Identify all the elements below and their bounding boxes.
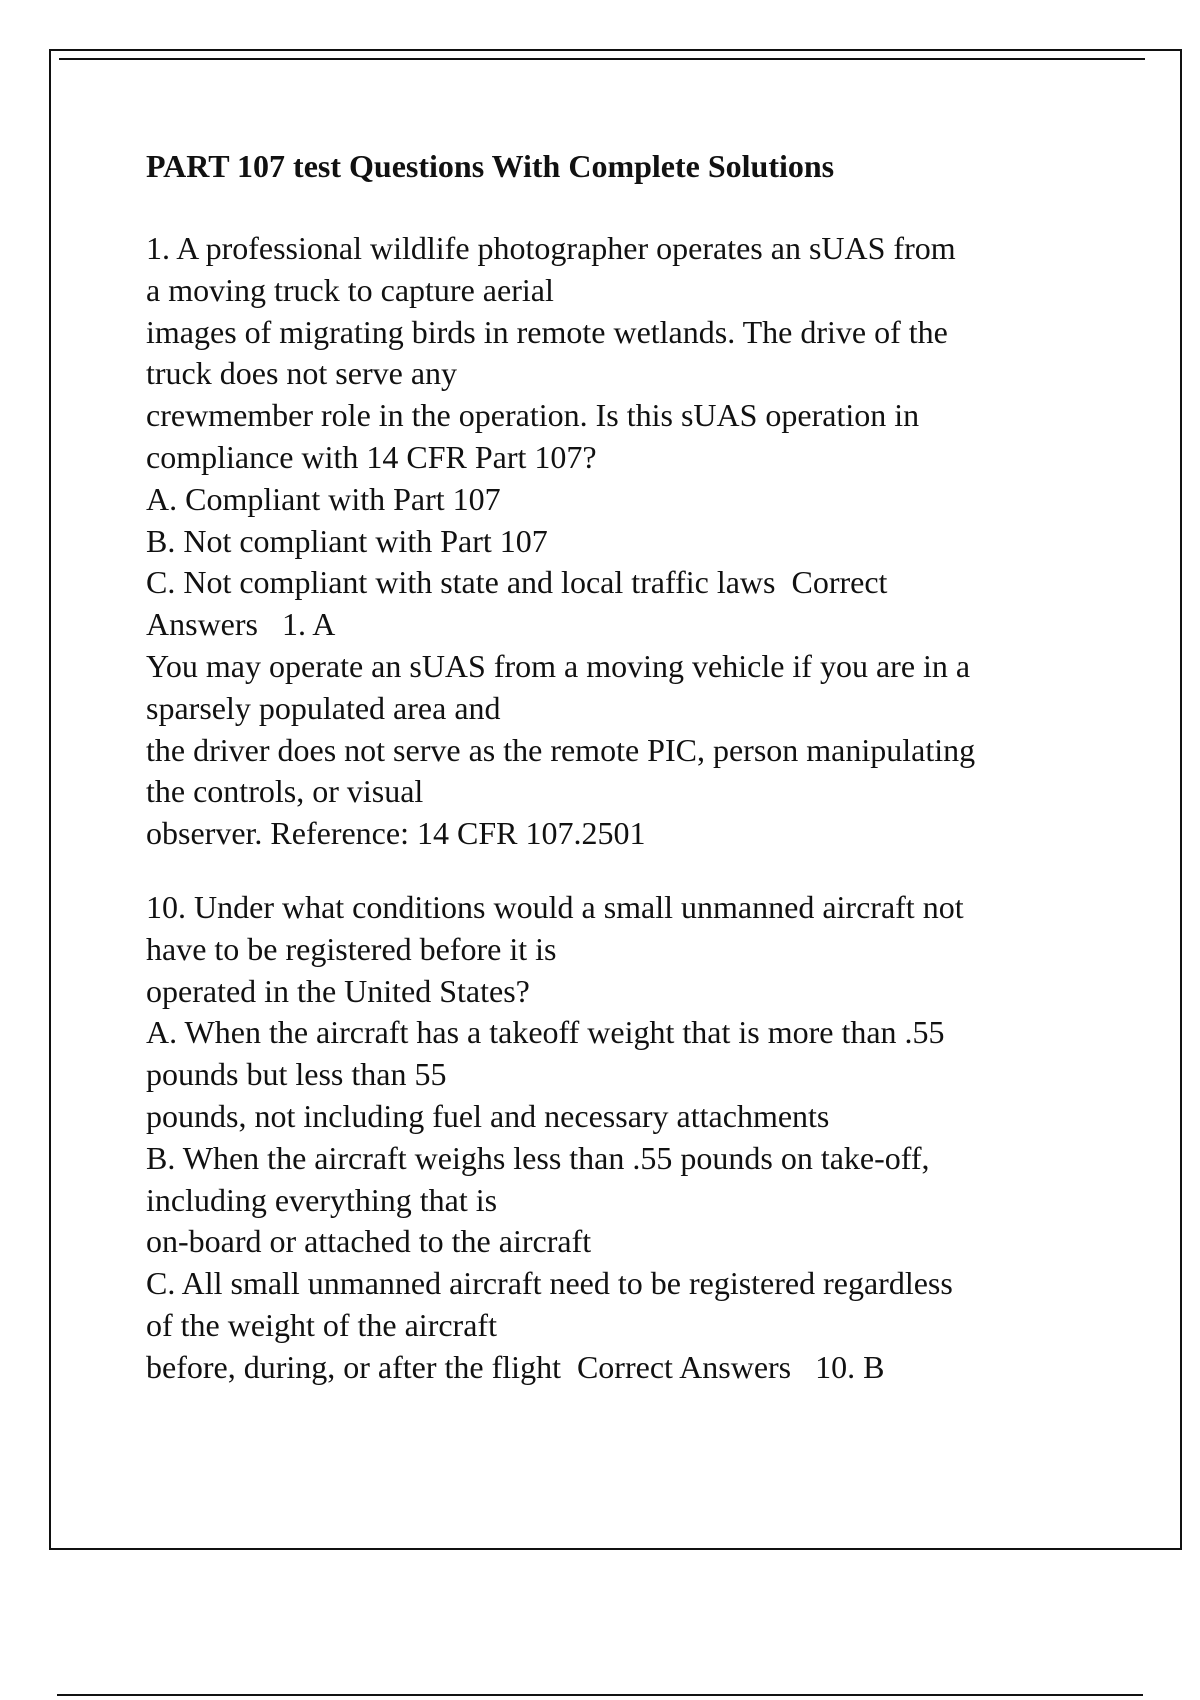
question-line: a moving truck to capture aerial (146, 271, 554, 308)
question-line: the controls, or visual (146, 773, 424, 810)
question-line: images of migrating birds in remote wetlands. The drive of the (146, 313, 948, 350)
question-block (146, 887, 1106, 1389)
question-line: compliance with 14 CFR Part 107? (146, 438, 597, 475)
question-line: observer. Reference: 14 CFR 107.2501 (146, 815, 646, 852)
question-line: on-board or attached to the aircraft (146, 1223, 592, 1260)
question-line: truck does not serve any (146, 355, 458, 392)
question-line: B. Not compliant with Part 107 (146, 522, 548, 559)
document-title: PART 107 test Questions With Complete Solutions (146, 148, 835, 184)
question-line: have to be registered before it is (146, 930, 557, 967)
question-line: Answers 1. A (146, 606, 336, 643)
question-list (146, 228, 1106, 1389)
question-line: pounds, not including fuel and necessary attachments (146, 1097, 830, 1134)
document-body (146, 146, 1106, 1421)
question-line: 1. A professional wildlife photographer operates an sUAS from (146, 230, 956, 266)
question-line: crewmember role in the operation. Is this sUAS operation in (146, 397, 920, 434)
question-line: including everything that is (146, 1181, 498, 1218)
bottom-rule (57, 1694, 1143, 1696)
question-line: A. When the aircraft has a takeoff weight that is more than .55 (146, 1014, 945, 1051)
question-line: A. Compliant with Part 107 (146, 480, 501, 517)
question-block (146, 228, 1106, 855)
question-line: operated in the United States? (146, 972, 530, 1009)
question-line: C. Not compliant with state and local traffic laws Correct (146, 564, 888, 601)
top-rule (59, 58, 1145, 60)
question-line: before, during, or after the flight Correct Answers 10. B (146, 1348, 885, 1385)
question-line: of the weight of the aircraft (146, 1306, 497, 1343)
question-line: C. All small unmanned aircraft need to be registered regardless (146, 1265, 953, 1302)
question-line: You may operate an sUAS from a moving vehicle if you are in a (146, 647, 971, 684)
question-line: sparsely populated area and (146, 689, 501, 726)
question-line: B. When the aircraft weighs less than .55 pounds on take-off, (146, 1139, 930, 1176)
question-line: pounds but less than 55 (146, 1056, 447, 1093)
question-line: 10. Under what conditions would a small unmanned aircraft not (146, 888, 964, 925)
question-line: the driver does not serve as the remote PIC, person manipulating (146, 731, 976, 768)
